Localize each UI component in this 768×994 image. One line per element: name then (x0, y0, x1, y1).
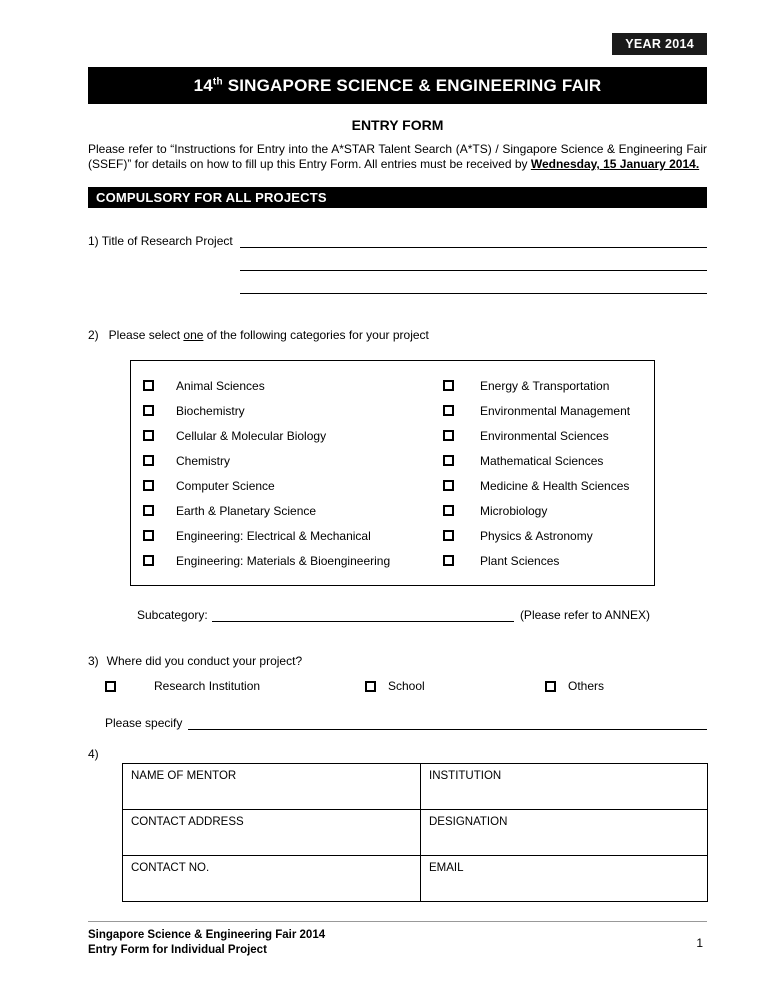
cell-label: CONTACT NO. (131, 862, 210, 874)
fair-title-banner (88, 67, 707, 104)
category-option (443, 398, 654, 423)
category-label: Mathematical Sciences (480, 453, 604, 468)
category-checkbox[interactable] (143, 455, 154, 466)
category-option (443, 373, 654, 398)
title-input-line-1[interactable] (240, 235, 707, 248)
institution-cell[interactable] (421, 764, 708, 810)
category-checkbox[interactable] (443, 455, 454, 466)
q2-number: 2) (88, 328, 99, 342)
q3-label (88, 654, 707, 668)
table-row (123, 810, 708, 856)
designation-cell[interactable] (421, 810, 708, 856)
option-research-institution (105, 679, 365, 693)
option-label: Research Institution (154, 679, 261, 693)
category-checkbox[interactable] (443, 380, 454, 391)
cell-label: DESIGNATION (429, 816, 508, 828)
category-checkbox[interactable] (143, 480, 154, 491)
category-checkbox[interactable] (443, 430, 454, 441)
footer-line-2: Entry Form for Individual Project (88, 944, 267, 956)
badge-row (88, 0, 707, 55)
category-label: Environmental Management (480, 403, 631, 418)
entry-form-heading: ENTRY FORM (351, 117, 444, 133)
category-label: Engineering: Electrical & Mechanical (176, 528, 371, 543)
category-checkbox[interactable] (143, 430, 154, 441)
category-label: Plant Sciences (480, 553, 560, 568)
category-column-right (443, 373, 654, 573)
q2-label (88, 328, 707, 342)
contact-no-cell[interactable] (123, 856, 421, 902)
intro-text: Please refer to “Instructions for Entry into the A*STAR Talent Search (A*TS) / Singapore Science & Engineering Fair (SSEF)” for details on how to fill up this Entry Form. All entries must be received by (88, 142, 707, 171)
category-option (143, 398, 443, 423)
page-footer (88, 921, 707, 958)
category-option (143, 423, 443, 448)
school-checkbox[interactable] (365, 681, 376, 692)
others-checkbox[interactable] (545, 681, 556, 692)
q2-text-prefix: Please select (108, 328, 184, 342)
category-box (130, 360, 655, 586)
mentor-table (122, 763, 708, 902)
q2-text-suffix: of the following categories for your project (203, 328, 429, 342)
footer-text (88, 928, 325, 958)
category-option (443, 548, 654, 573)
category-option (143, 448, 443, 473)
subcategory-label: Subcategory: (137, 608, 208, 622)
page-number: 1 (696, 936, 703, 950)
section-header-compulsory: COMPULSORY FOR ALL PROJECTS (88, 187, 707, 208)
cell-label: INSTITUTION (429, 770, 502, 782)
q3-options-row (88, 679, 707, 693)
category-option (143, 523, 443, 548)
table-row (123, 764, 708, 810)
q3-text: Where did you conduct your project? (106, 654, 303, 668)
footer-line-1: Singapore Science & Engineering Fair 2014 (88, 929, 326, 941)
category-label: Physics & Astronomy (480, 528, 593, 543)
specify-row (88, 716, 707, 730)
subcategory-note: (Please refer to ANNEX) (519, 608, 650, 622)
banner-number: 14 (193, 76, 213, 95)
option-label: School (388, 679, 425, 693)
category-checkbox[interactable] (443, 505, 454, 516)
title-input-line-2[interactable] (240, 248, 707, 271)
subcategory-row (137, 608, 650, 622)
category-checkbox[interactable] (143, 380, 154, 391)
mentor-name-cell[interactable] (123, 764, 421, 810)
category-label: Cellular & Molecular Biology (176, 428, 327, 443)
category-option (143, 473, 443, 498)
q4-number: 4) (88, 747, 99, 761)
banner-text: SINGAPORE SCIENCE & ENGINEERING FAIR (222, 76, 602, 95)
title-input-line-3[interactable] (240, 271, 707, 294)
intro-paragraph (88, 142, 707, 172)
contact-address-cell[interactable] (123, 810, 421, 856)
category-label: Microbiology (480, 503, 548, 518)
category-checkbox[interactable] (443, 530, 454, 541)
q1-label: 1) Title of Research Project (88, 234, 233, 248)
research-institution-checkbox[interactable] (105, 681, 116, 692)
category-label: Earth & Planetary Science (176, 503, 317, 518)
cell-label: NAME OF MENTOR (131, 770, 237, 782)
category-option (443, 473, 654, 498)
q2-text-underlined: one (183, 328, 204, 342)
specify-label: Please specify (105, 716, 183, 730)
category-checkbox[interactable] (143, 505, 154, 516)
category-column-left (143, 373, 443, 573)
table-row (123, 856, 708, 902)
category-checkbox[interactable] (443, 480, 454, 491)
category-label: Environmental Sciences (480, 428, 609, 443)
category-option (443, 498, 654, 523)
category-option (143, 498, 443, 523)
category-checkbox[interactable] (143, 405, 154, 416)
q3-number: 3) (88, 654, 99, 668)
category-label: Medicine & Health Sciences (480, 478, 630, 493)
category-checkbox[interactable] (143, 530, 154, 541)
specify-input-line[interactable] (188, 718, 707, 730)
category-option (143, 548, 443, 573)
category-checkbox[interactable] (443, 555, 454, 566)
category-label: Animal Sciences (176, 378, 265, 393)
option-school (365, 679, 545, 693)
option-label: Others (568, 679, 605, 693)
category-option (443, 523, 654, 548)
category-label: Engineering: Materials & Bioengineering (176, 553, 391, 568)
category-checkbox[interactable] (443, 405, 454, 416)
intro-deadline: Wednesday, 15 January 2014. (530, 157, 700, 171)
category-option (443, 448, 654, 473)
cell-label: CONTACT ADDRESS (131, 816, 244, 828)
email-cell[interactable] (421, 856, 708, 902)
category-label: Energy & Transportation (480, 378, 610, 393)
category-checkbox[interactable] (143, 555, 154, 566)
option-others (545, 679, 707, 693)
subcategory-input-line[interactable] (212, 610, 514, 622)
category-option (443, 423, 654, 448)
cell-label: EMAIL (429, 862, 464, 874)
category-label: Biochemistry (176, 403, 245, 418)
category-label: Computer Science (176, 478, 275, 493)
q1-row (88, 234, 707, 248)
year-badge: YEAR 2014 (612, 33, 707, 55)
category-option (143, 373, 443, 398)
category-label: Chemistry (176, 453, 231, 468)
banner-ordinal: th (212, 76, 223, 88)
